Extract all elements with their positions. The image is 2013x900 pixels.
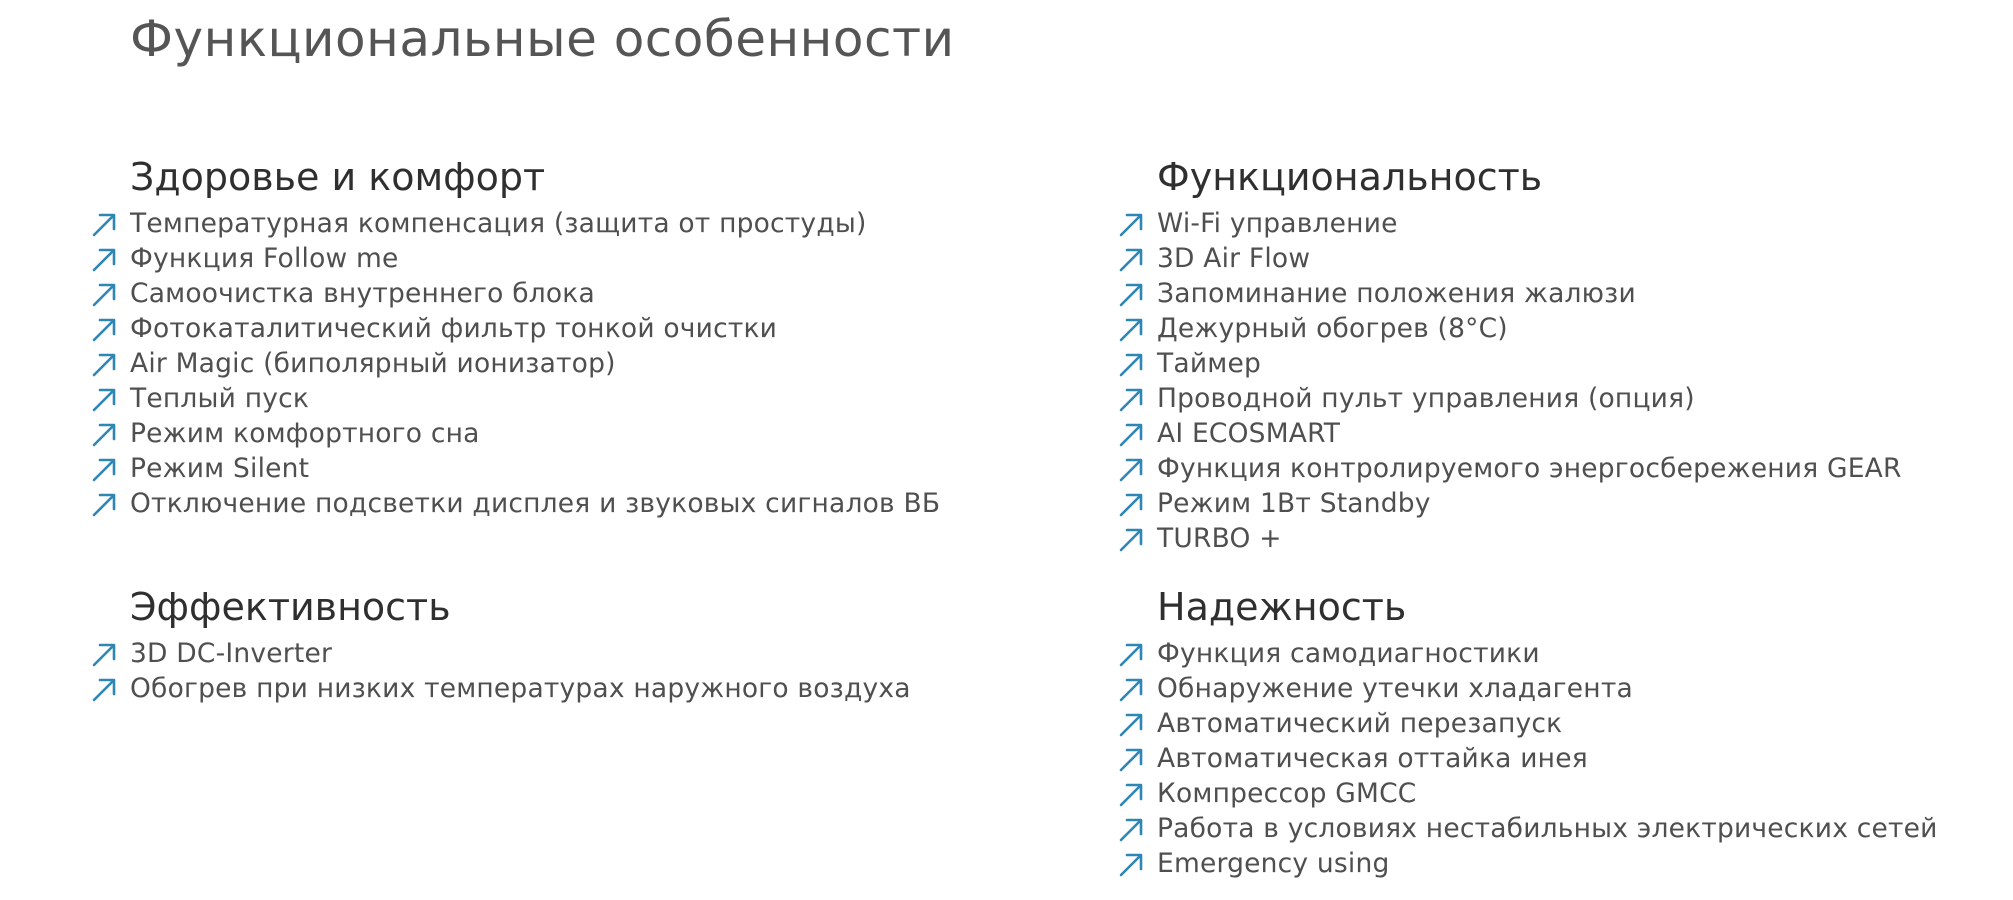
feature-label: Автоматическая оттайка инея [1157,743,1588,774]
list-item [1117,381,2013,416]
arrow-up-right-icon [1117,420,1145,448]
feature-label: Режим 1Вт Standby [1157,488,1431,519]
feature-list [90,206,1070,521]
arrow-up-right-icon [90,350,118,378]
list-item [1117,521,2013,556]
arrow-up-right-icon [1117,850,1145,878]
list-item [1117,346,2013,381]
section-health-comfort [90,150,1070,521]
arrow-up-right-icon [1117,745,1145,773]
list-item [1117,671,2013,706]
arrow-up-right-icon [90,315,118,343]
feature-label: Режим комфортного сна [130,418,480,449]
list-item [90,311,1070,346]
feature-list [90,636,1070,706]
arrow-up-right-icon [1117,455,1145,483]
list-item [1117,706,2013,741]
arrow-up-right-icon [90,490,118,518]
arrow-up-right-icon [1117,525,1145,553]
feature-label: Запоминание положения жалюзи [1157,278,1636,309]
list-item [90,276,1070,311]
arrow-up-right-icon [90,210,118,238]
list-item [90,486,1070,521]
list-item [1117,776,2013,811]
arrow-up-right-icon [90,640,118,668]
list-item [1117,416,2013,451]
feature-label: Автоматический перезапуск [1157,708,1563,739]
feature-label: Фотокаталитический фильтр тонкой очистки [130,313,778,344]
section-efficiency [90,580,1070,706]
list-item [90,636,1070,671]
arrow-up-right-icon [1117,675,1145,703]
arrow-up-right-icon [90,675,118,703]
feature-label: Компрессор GMCC [1157,778,1417,809]
feature-label: Проводной пульт управления (опция) [1157,383,1695,414]
feature-label: Дежурный обогрев (8°С) [1157,313,1508,344]
feature-label: Обнаружение утечки хладагента [1157,673,1633,704]
feature-list [1117,636,2013,881]
list-item [90,381,1070,416]
list-item [1117,486,2013,521]
list-item [90,671,1070,706]
section-title: Надежность [1157,585,1407,629]
feature-label: AI ECOSMART [1157,418,1341,449]
arrow-up-right-icon [90,245,118,273]
feature-label: Теплый пуск [130,383,310,414]
list-item [1117,846,2013,881]
section-functionality [1117,150,2013,556]
feature-label: Обогрев при низких температурах наружного воздуха [130,673,911,704]
feature-label: Функция контролируемого энергосбережения GEAR [1157,453,1902,484]
feature-label: Температурная компенсация (защита от простуды) [130,208,867,239]
arrow-up-right-icon [90,280,118,308]
list-item [1117,741,2013,776]
section-title: Здоровье и комфорт [130,155,546,199]
feature-label: 3D Air Flow [1157,243,1311,274]
section-reliability [1117,580,2013,881]
arrow-up-right-icon [1117,385,1145,413]
list-item [1117,206,2013,241]
arrow-up-right-icon [1117,315,1145,343]
arrow-up-right-icon [90,455,118,483]
list-item [90,346,1070,381]
list-item [90,206,1070,241]
feature-label: Wi-Fi управление [1157,208,1398,239]
arrow-up-right-icon [1117,210,1145,238]
feature-label: Самоочистка внутреннего блока [130,278,595,309]
arrow-up-right-icon [90,420,118,448]
list-item [90,416,1070,451]
arrow-up-right-icon [1117,280,1145,308]
section-title: Эффективность [130,585,451,629]
feature-label: 3D DC-Inverter [130,638,333,669]
feature-label: Функция Follow me [130,243,399,274]
feature-label: Отключение подсветки дисплея и звуковых сигналов ВБ [130,488,941,519]
list-item [1117,311,2013,346]
arrow-up-right-icon [1117,490,1145,518]
list-item [1117,636,2013,671]
feature-label: Air Magic (биполярный ионизатор) [130,348,616,379]
list-item [1117,811,2013,846]
feature-list [1117,206,2013,556]
list-item [1117,451,2013,486]
arrow-up-right-icon [1117,640,1145,668]
arrow-up-right-icon [90,385,118,413]
list-item [1117,276,2013,311]
page-title: Функциональные особенности [130,10,955,68]
arrow-up-right-icon [1117,815,1145,843]
feature-label: Режим Silent [130,453,310,484]
feature-label: TURBO + [1157,523,1282,554]
feature-label: Работа в условиях нестабильных электрических сетей [1157,813,1938,844]
list-item [90,241,1070,276]
feature-label: Функция самодиагностики [1157,638,1540,669]
list-item [1117,241,2013,276]
feature-label: Emergency using [1157,848,1390,879]
arrow-up-right-icon [1117,245,1145,273]
list-item [90,451,1070,486]
arrow-up-right-icon [1117,780,1145,808]
feature-label: Таймер [1157,348,1261,379]
arrow-up-right-icon [1117,350,1145,378]
section-title: Функциональность [1157,155,1543,199]
arrow-up-right-icon [1117,710,1145,738]
